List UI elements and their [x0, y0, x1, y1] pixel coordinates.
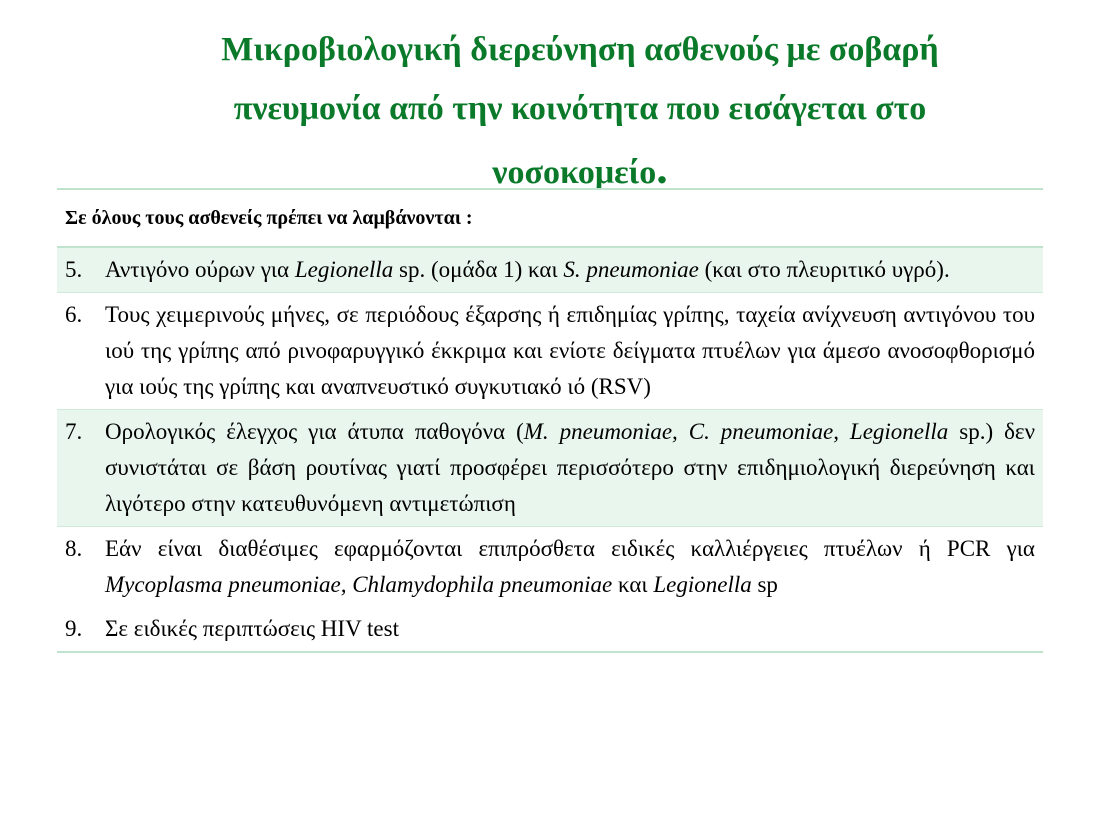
text-run: sp: [751, 572, 778, 597]
text-run: sp. (ομάδα 1) και: [393, 257, 564, 282]
recommendations-table: [57, 188, 1043, 653]
item-text: Σε ειδικές περιπτώσεις HIV test: [105, 616, 399, 641]
italic-run: M. pneumoniae, C. pneumoniae, Legionella: [523, 419, 949, 444]
text-run: Ορολογικός έλεγχος για άτυπα παθογόνα (: [105, 419, 524, 444]
title-line-1: Μικροβιολογική διερεύνηση ασθενούς με σοβαρή: [221, 31, 939, 68]
item-number: 7.: [65, 419, 83, 444]
page-title: [110, 20, 1050, 202]
title-period: .: [656, 142, 668, 193]
text-run: sp.) δεν συνιστάται σε βάση ρουτίνας γιατί προσφέρει περισσότερο στην επιδημιολογική διερεύνηση και λιγότερο στην κατευθυνόμενη αντιμετώπιση: [105, 419, 1035, 516]
title-line-3-text: νοσοκομείο: [492, 154, 657, 191]
item-text: [105, 414, 1035, 522]
italic-run: Legionella: [294, 257, 394, 282]
list-item-6: [57, 292, 1043, 409]
item-number: 8.: [65, 536, 83, 561]
table-header: Σε όλους τους ασθενείς πρέπει να λαμβάνονται :: [57, 190, 1043, 248]
list-item-7: [57, 409, 1043, 526]
italic-run: S. pneumoniae: [563, 257, 699, 282]
list-item-8: [57, 526, 1043, 607]
item-number: 9.: [65, 616, 83, 641]
list-item-5: [57, 248, 1043, 292]
title-line-2: πνευμονία από την κοινότητα που εισάγεται στο: [233, 90, 927, 127]
text-run: Αντιγόνο ούρων για: [105, 257, 295, 282]
italic-run: Mycoplasma pneumoniae, Chlamydophila pneumoniae: [105, 572, 613, 597]
item-number: 6.: [65, 302, 83, 327]
item-number: 5.: [65, 257, 83, 282]
item-text: [105, 531, 1035, 603]
text-run: (και στο πλευριτικό υγρό).: [698, 257, 950, 282]
text-run: Εάν είναι διαθέσιμες εφαρμόζονται επιπρόσθετα ειδικές καλλιέργειες πτυέλων ή PCR για: [105, 536, 1035, 561]
item-text: [105, 252, 1035, 288]
text-run: και: [612, 572, 654, 597]
list-item-9: [57, 607, 1043, 653]
italic-run: Legionella: [653, 572, 752, 597]
item-text: Τους χειμερινούς μήνες, σε περιόδους έξαρσης ή επιδημίας γρίπης, ταχεία ανίχνευση αντιγόνου του ιού της γρίπης από ρινοφαρυγγικό έκκριμα και ενίοτε δείγματα πτυέλων για άμεσο ανοσοφθορισμό για ιούς της γρίπης και αναπνευστικό συγκυτιακό ιό (RSV): [105, 302, 1035, 399]
